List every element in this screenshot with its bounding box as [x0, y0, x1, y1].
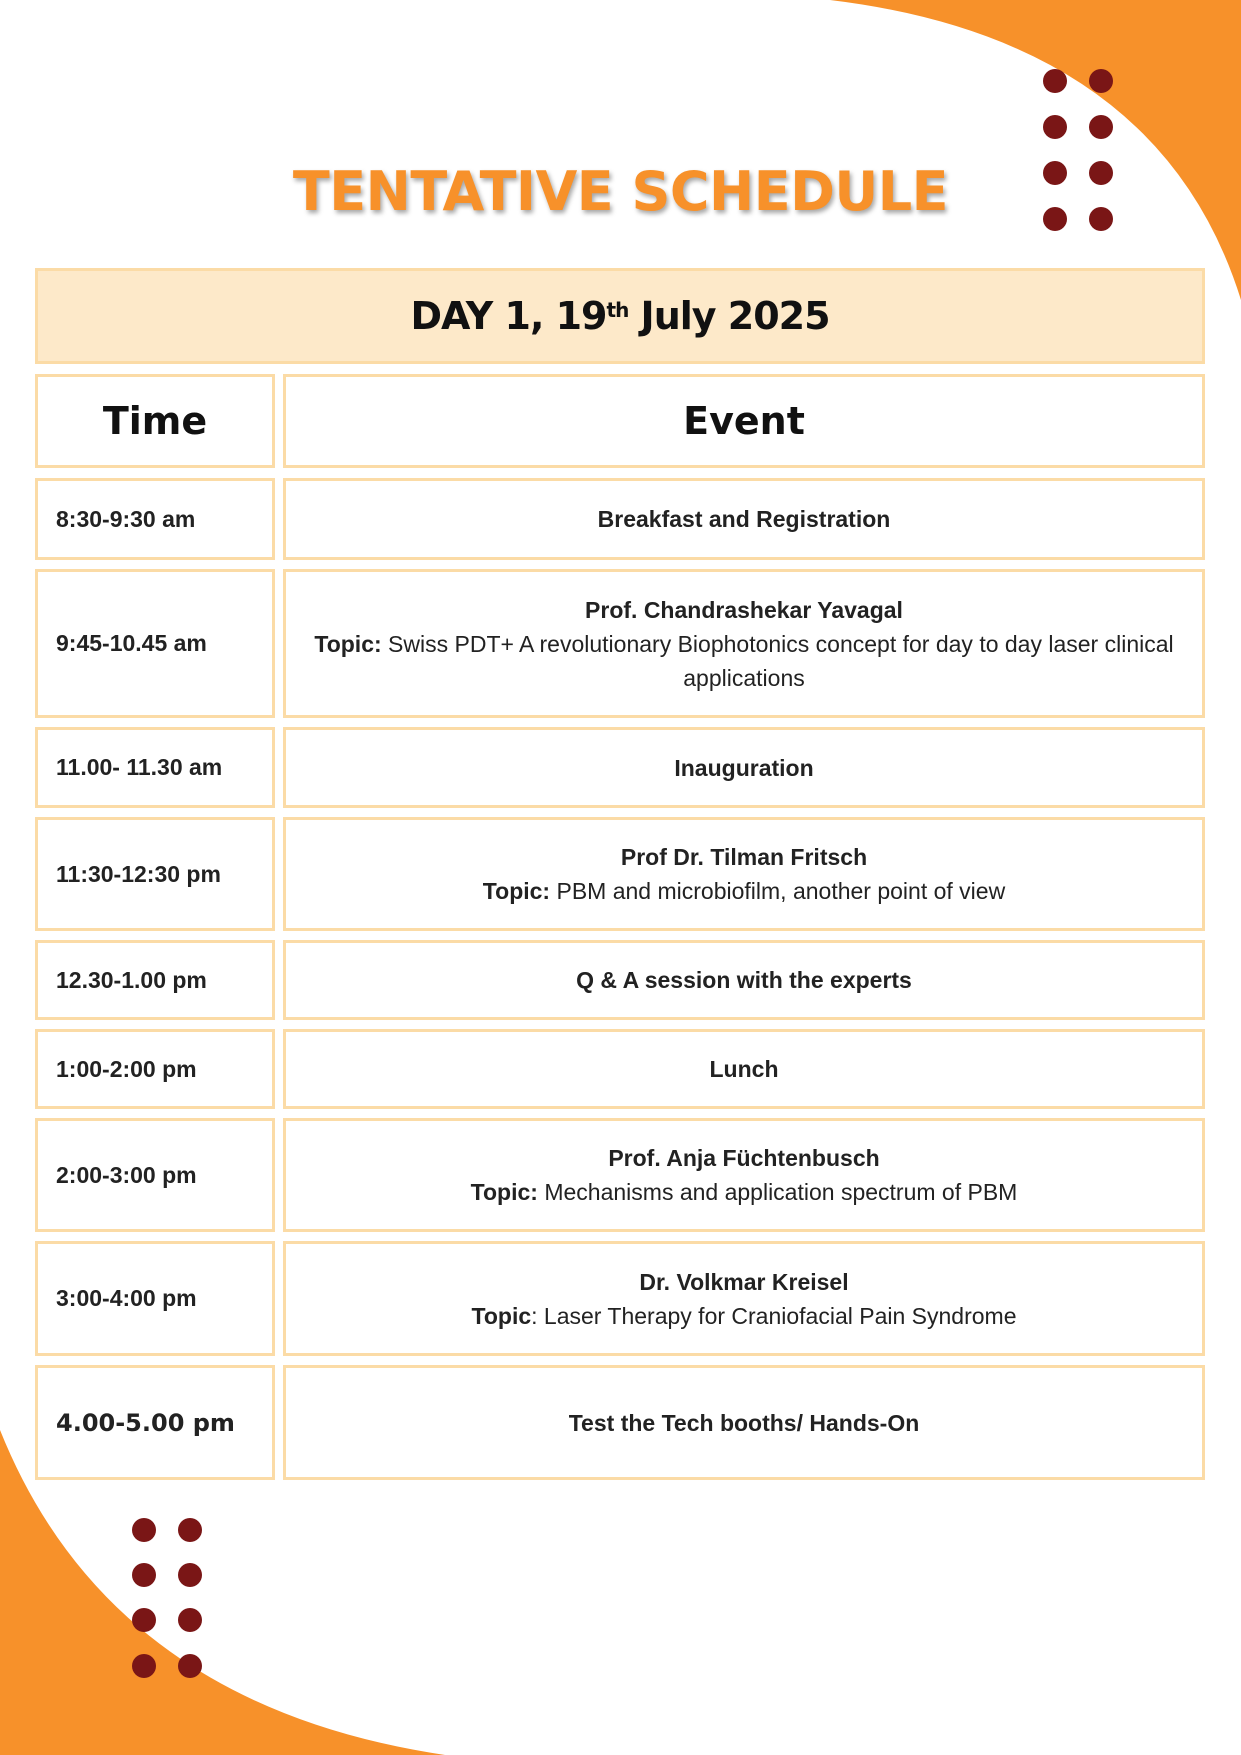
event-title: Prof. Anja Füchtenbusch [608, 1145, 880, 1171]
topic-text: PBM and microbiofilm, another point of view [550, 878, 1006, 904]
table-row-time [35, 478, 275, 560]
event-title: Q & A session with the experts [576, 967, 912, 993]
table-row-time [35, 940, 275, 1020]
column-header-event-label: Event [683, 399, 805, 443]
dot [132, 1563, 156, 1587]
time-value: 3:00-4:00 pm [56, 1285, 197, 1311]
time-value: 4.00-5.00 pm [56, 1408, 235, 1437]
event-title: Prof. Chandrashekar Yavagal [585, 596, 903, 623]
dot [1089, 115, 1113, 139]
day-rest: July 2025 [628, 294, 830, 338]
table-row-time [35, 727, 275, 808]
event-title: Prof Dr. Tilman Fritsch [620, 844, 868, 870]
event-topic [472, 1299, 1017, 1333]
topic-label: Topic [471, 1302, 532, 1329]
event-title: Lunch [709, 1056, 779, 1082]
time-value: 9:45-10.45 am [56, 630, 207, 656]
table-row-time [35, 569, 275, 718]
table-row-time [35, 1029, 275, 1109]
dot [1043, 69, 1067, 93]
dot [178, 1654, 202, 1678]
time-value: 11.00- 11.30 am [56, 754, 223, 780]
dot [132, 1518, 156, 1542]
column-header-event [283, 374, 1205, 468]
day-header [35, 268, 1205, 364]
table-row-time [35, 1365, 275, 1480]
page-title: TENTATIVE SCHEDULE [292, 160, 949, 223]
table-row-event [283, 727, 1205, 808]
top-right-orange-arc [830, 0, 1241, 300]
time-value: 11:30-12:30 pm [56, 860, 221, 887]
event-topic [483, 874, 1005, 908]
dot [178, 1608, 202, 1632]
time-value: 8:30-9:30 am [56, 505, 196, 532]
table-row-event [283, 1029, 1205, 1109]
table-row-time [35, 817, 275, 931]
table-row-event [283, 940, 1205, 1020]
time-value: 2:00-3:00 pm [56, 1161, 197, 1188]
dot [178, 1518, 202, 1542]
table-row-event [283, 817, 1205, 931]
event-title: Breakfast and Registration [597, 506, 891, 532]
topic-label: Topic: [482, 878, 551, 904]
topic-text: Mechanisms and application spectrum of PBM [537, 1179, 1018, 1205]
time-value: 12.30-1.00 pm [56, 966, 207, 993]
table-row-time [35, 1241, 275, 1356]
table-row-event [283, 478, 1205, 560]
dot [132, 1608, 156, 1632]
day-prefix: DAY 1, 19 [410, 294, 607, 338]
table-row-event [283, 1365, 1205, 1480]
topic-text: : Laser Therapy for Craniofacial Pain Syndrome [531, 1302, 1017, 1329]
dot [178, 1563, 202, 1587]
topic-text: Swiss PDT+ A revolutionary Biophotonics concept for day to day laser clinical applications [381, 630, 1181, 691]
table-row-event [283, 569, 1205, 718]
event-title: Test the Tech booths/ Hands-On [568, 1409, 920, 1436]
column-header-time-label: Time [102, 399, 208, 443]
table-row-event [283, 1118, 1205, 1232]
column-header-time [35, 374, 275, 468]
dot [1089, 69, 1113, 93]
dot [1043, 115, 1067, 139]
event-topic [306, 627, 1182, 695]
topic-label: Topic: [314, 630, 382, 657]
day-ordinal-suffix: th [606, 298, 629, 322]
dot [132, 1654, 156, 1678]
topic-label: Topic: [470, 1179, 538, 1205]
event-title: Inauguration [674, 754, 814, 781]
bottom-left-dot-grid [132, 1518, 222, 1688]
event-title: Dr. Volkmar Kreisel [639, 1268, 849, 1295]
table-row-time [35, 1118, 275, 1232]
time-value: 1:00-2:00 pm [56, 1055, 197, 1082]
event-topic [471, 1175, 1018, 1209]
table-row-event [283, 1241, 1205, 1356]
